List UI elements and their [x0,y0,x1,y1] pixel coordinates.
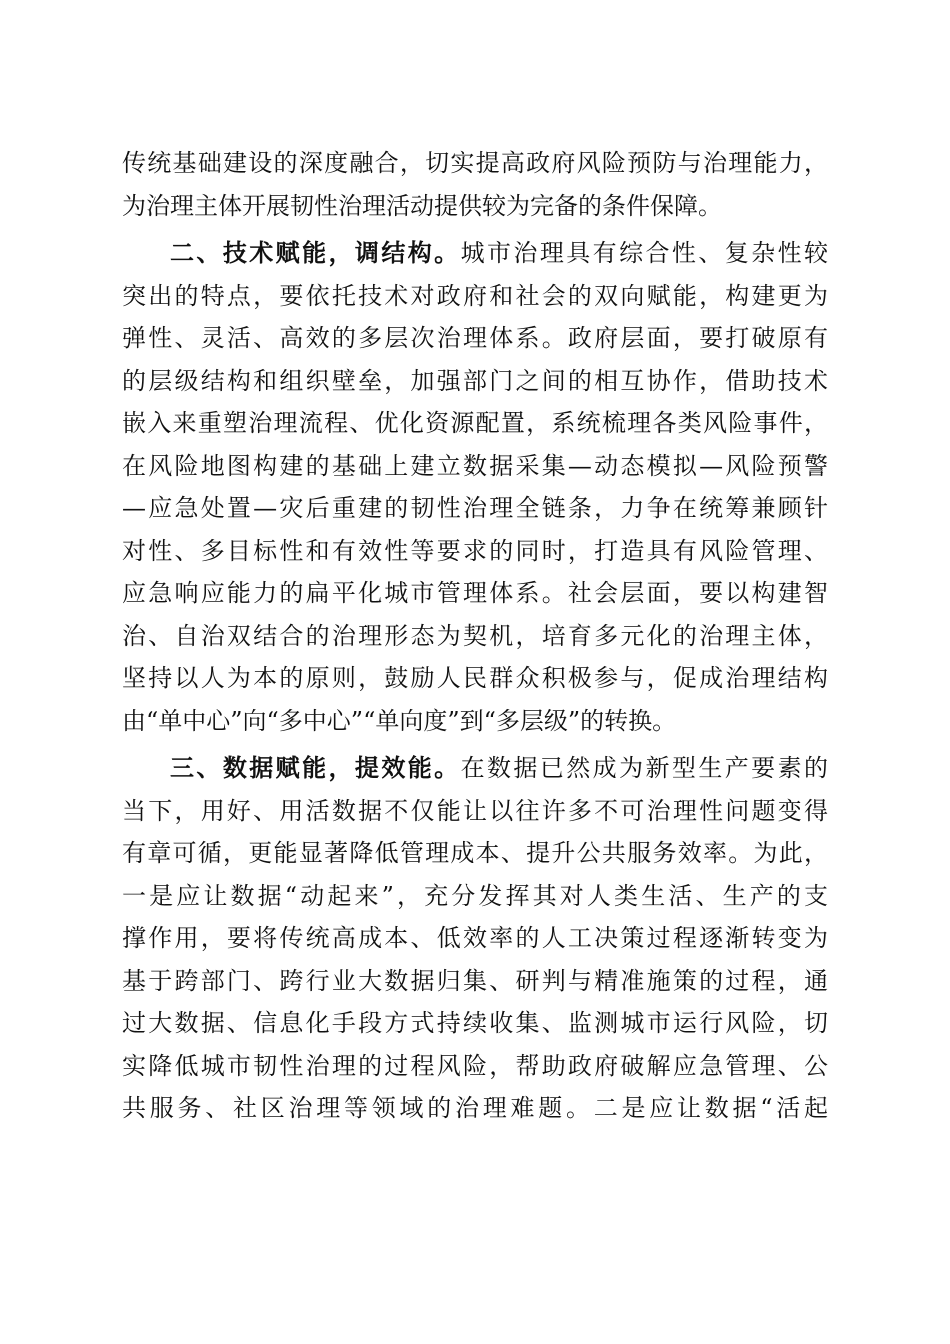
section-heading-data: 三、数据赋能，提效能。 [170,754,461,782]
text-line: 撑作用，要将传统高成本、低效率的人工决策过程逐渐转变为 [122,924,828,952]
text-line: 由“单中心”向“多中心”“单向度”到“多层级”的转换。 [122,706,677,735]
text-line: 当下，用好、用活数据不仅能让以往许多不可治理性问题变得 [122,796,828,825]
text-line: 一是应让数据“动起来”，充分发挥其对人类生活、生产的支 [122,881,828,910]
text-line: 过大数据、信息化手段方式持续收集、监测城市运行风险，切 [122,1009,828,1037]
text-line: 共服务、社区治理等领域的治理难题。二是应让数据“活起 [122,1094,828,1122]
text-line [122,747,828,790]
text-line: —应急处置—灾后重建的韧性治理全链条，力争在统筹兼顾针 [122,494,828,522]
text-line: 应急响应能力的扁平化城市管理体系。社会层面，要以构建智 [122,579,828,607]
document-body [122,142,828,1130]
text-line: 弹性、灵活、高效的多层次治理体系。政府层面，要打破原有 [122,324,828,352]
text-line: 实降低城市韧性治理的过程风险，帮助政府破解应急管理、公 [122,1051,828,1080]
text-line: 基于跨部门、跨行业大数据归集、研判与精准施策的过程，通 [122,966,828,995]
text-span: 城市治理具有综合性、复杂性较 [460,239,829,267]
text-line: 坚持以人为本的原则，鼓励人民群众积极参与，促成治理结构 [122,664,828,692]
text-line: 在风险地图构建的基础上建立数据采集—动态模拟—风险预警 [122,451,828,480]
text-line [122,232,828,275]
text-line: 的层级结构和组织壁垒，加强部门之间的相互协作，借助技术 [122,366,828,395]
text-span: 在数据已然成为新型生产要素的 [460,754,829,782]
text-line: 突出的特点，要依托技术对政府和社会的双向赋能，构建更为 [122,281,828,310]
text-line: 对性、多目标性和有效性等要求的同时，打造具有风险管理、 [122,536,828,565]
text-line: 嵌入来重塑治理流程、优化资源配置，系统梳理各类风险事件， [122,409,828,437]
text-line: 有章可循，更能显著降低管理成本、提升公共服务效率。为此， [122,839,828,867]
paragraph-2 [122,232,828,742]
text-line: 治、自治双结合的治理形态为契机，培育多元化的治理主体， [122,621,828,650]
text-line: 传统基础建设的深度融合，切实提高政府风险预防与治理能力， [122,149,828,177]
paragraph-1 [122,142,828,227]
section-heading-technology: 二、技术赋能，调结构。 [170,239,461,267]
text-line: 为治理主体开展韧性治理活动提供较为完备的条件保障。 [122,191,722,220]
paragraph-3 [122,747,828,1130]
